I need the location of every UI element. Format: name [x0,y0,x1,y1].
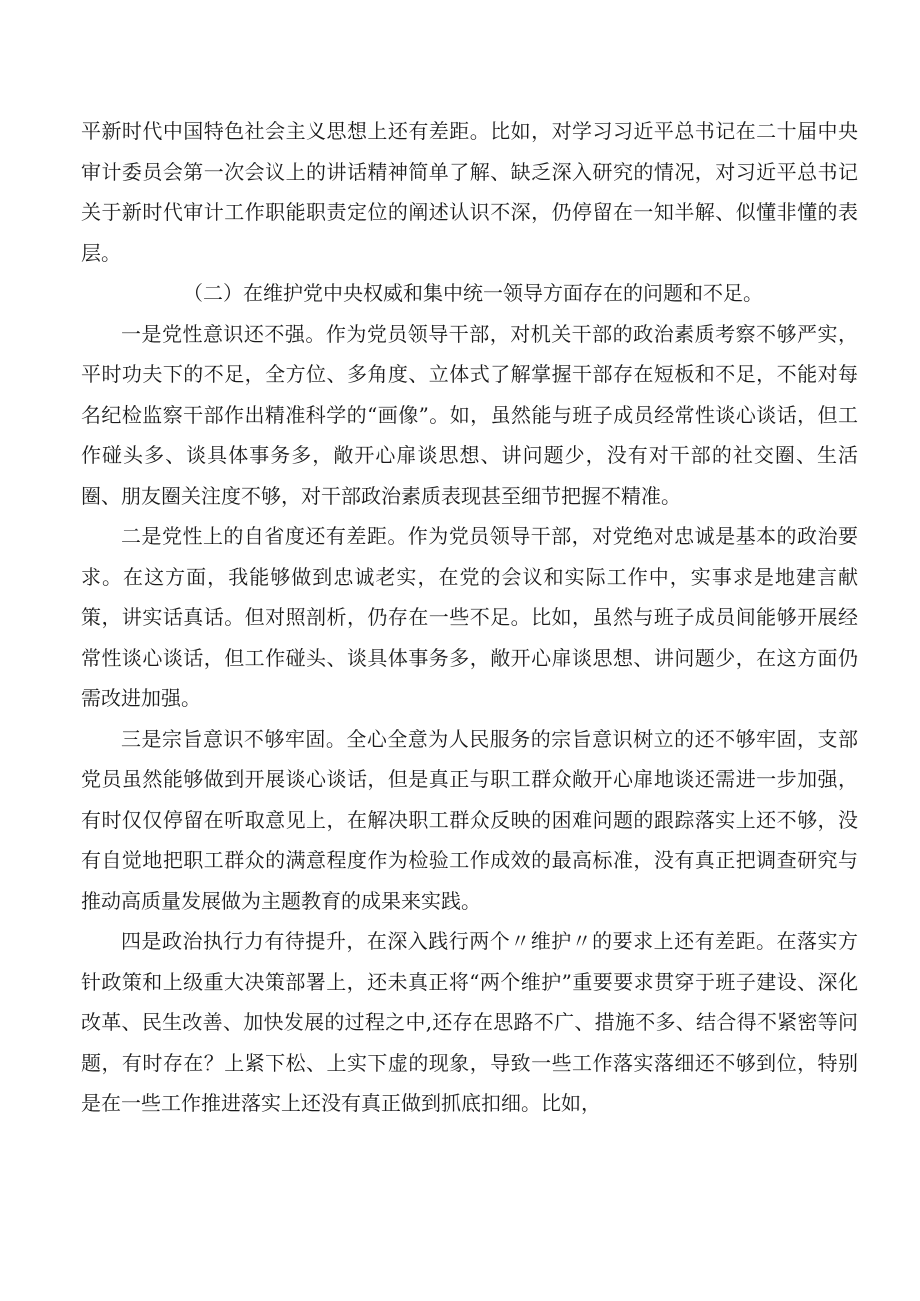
paragraph-continuation: 平新时代中国特色社会主义思想上还有差距。比如，对学习习近平总书记在二十届中央审计委员会第一次会议上的讲话精神简单了解、缺乏深入研究的情况，对习近平总书记关于新时代审计工作职能职责定位的阐述认识不深，仍停留在一知半解、似懂非懂的表层。 [81,119,858,265]
section-heading: （二）在维护党中央权威和集中统一领导方面存在的问题和不足。 [183,281,763,305]
paragraph-party-awareness: 一是党性意识还不强。作为党员领导干部，对机关干部的政治素质考察不够严实，平时功夫下的不足，全方位、多角度、立体式了解掌握干部存在短板和不足，不能对每名纪检监察干部作出精准科学的“画像”。如，虽然能与班子成员经常性谈心谈话，但工作碰头多、谈具体事务多，敞开心扉谈思想、讲问题少，没有对干部的社交圈、生活圈、朋友圈关注度不够，对干部政治素质表现甚至细节把握不精准。 [81,321,858,508]
document-body [81,111,858,1124]
paragraph-self-examination: 二是党性上的自省度还有差距。作为党员领导干部，对党绝对忠诚是基本的政治要求。在这方面，我能够做到忠诚老实，在党的会议和实际工作中，实事求是地建言献策，讲实话真话。但对照剖析，仍存在一些不足。比如，虽然与班子成员间能够开展经常性谈心谈话，但工作碰头、谈具体事务多，敞开心扉谈思想、讲问题少，在这方面仍需改进加强。 [81,524,858,710]
paragraph-purpose-awareness: 三是宗旨意识不够牢固。全心全意为人民服务的宗旨意识树立的还不够牢固，支部党员虽然能够做到开展谈心谈话，但是真正与职工群众敞开心扉地谈还需进一步加强，有时仅仅停留在听取意见上，在解决职工群众反映的困难问题的跟踪落实上还不够，没有自觉地把职工群众的满意程度作为检验工作成效的最高标准，没有真正把调查研究与推动高质量发展做为主题教育的成果来实践。 [81,726,858,913]
paragraph-political-execution: 四是政治执行力有待提升，在深入践行两个〃维护〃的要求上还有差距。在落实方针政策和上级重大决策部署上，还未真正将“两个维护”重要要求贯穿于班子建设、深化改革、民生改善、加快发展的过程之中,还存在思路不广、措施不多、结合得不紧密等问题，有时存在？上紧下松、上实下虚的现象，导致一些工作落实落细还不够到位，特别是在一些工作推进落实上还没有真正做到抓底扣细。比如， [81,929,858,1115]
